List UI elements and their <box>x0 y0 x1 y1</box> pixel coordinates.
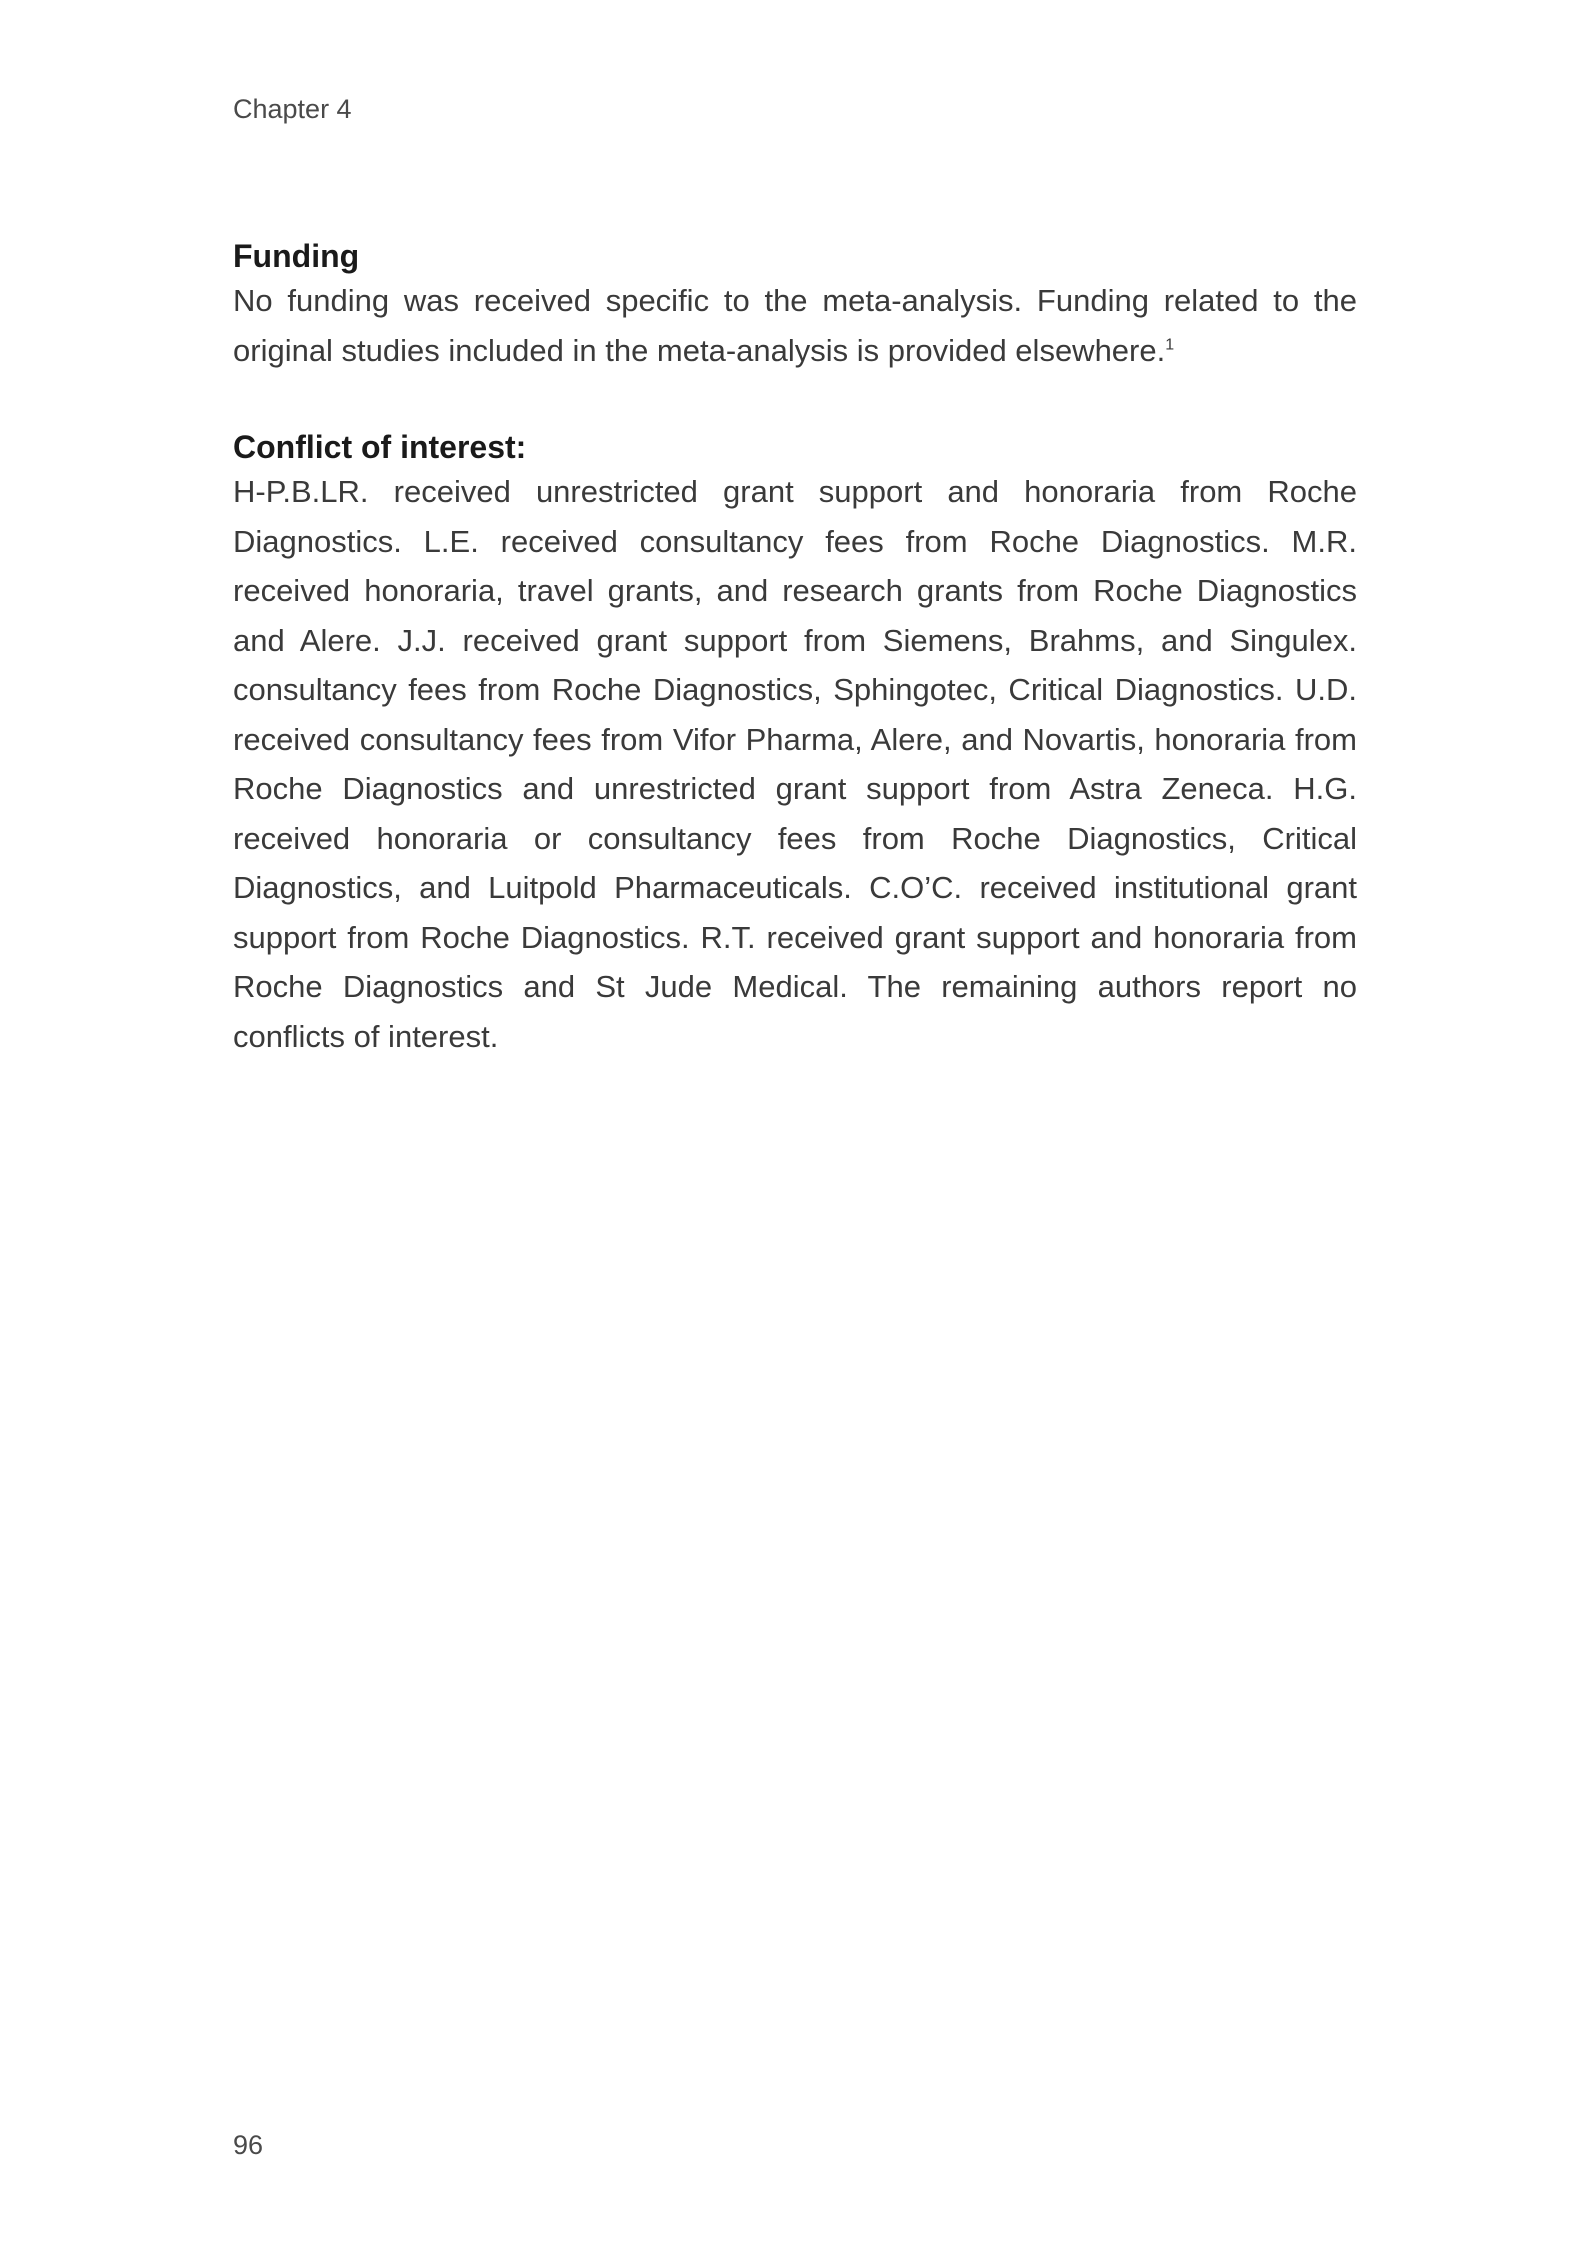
footnote-reference[interactable]: 1 <box>1165 336 1175 354</box>
funding-body <box>233 276 1357 375</box>
conflict-of-interest-section <box>233 427 1357 1061</box>
page-content <box>233 236 1357 1061</box>
funding-section <box>233 236 1357 375</box>
funding-heading: Funding <box>233 238 360 274</box>
conflict-of-interest-heading: Conflict of interest: <box>233 429 527 465</box>
page-number: 96 <box>233 2130 264 2160</box>
conflict-of-interest-body: H-P.B.LR. received unrestricted grant support and honoraria from Roche Diagnostics. L.E. received consultancy fees from Roche Diagnostics. M.R. received honoraria, travel grants, and research grants from Roche Diagnostics and Alere. J.J. received grant support from Siemens, Brahms, and Singulex. consultancy fees from Roche Diagnostics, Sphingotec, Critical Diagnostics. U.D. received consultancy fees from Vifor Pharma, Alere, and Novartis, honoraria from Roche Diagnostics and unrestricted grant support from Astra Zeneca. H.G. received honoraria or consultancy fees from Roche Diagnostics, Critical Diagnostics, and Luitpold Pharmaceuticals. C.O’C. received institutional grant support from Roche Diagnostics. R.T. received grant support and honoraria from Roche Diagnostics and St Jude Medical. The remaining authors report no conflicts of interest. <box>233 474 1357 1054</box>
running-head: Chapter 4 <box>233 94 352 124</box>
funding-text: No funding was received specific to the meta-analysis. Funding related to the original studies included in the meta-analysis is provided elsewhere. <box>233 283 1357 368</box>
